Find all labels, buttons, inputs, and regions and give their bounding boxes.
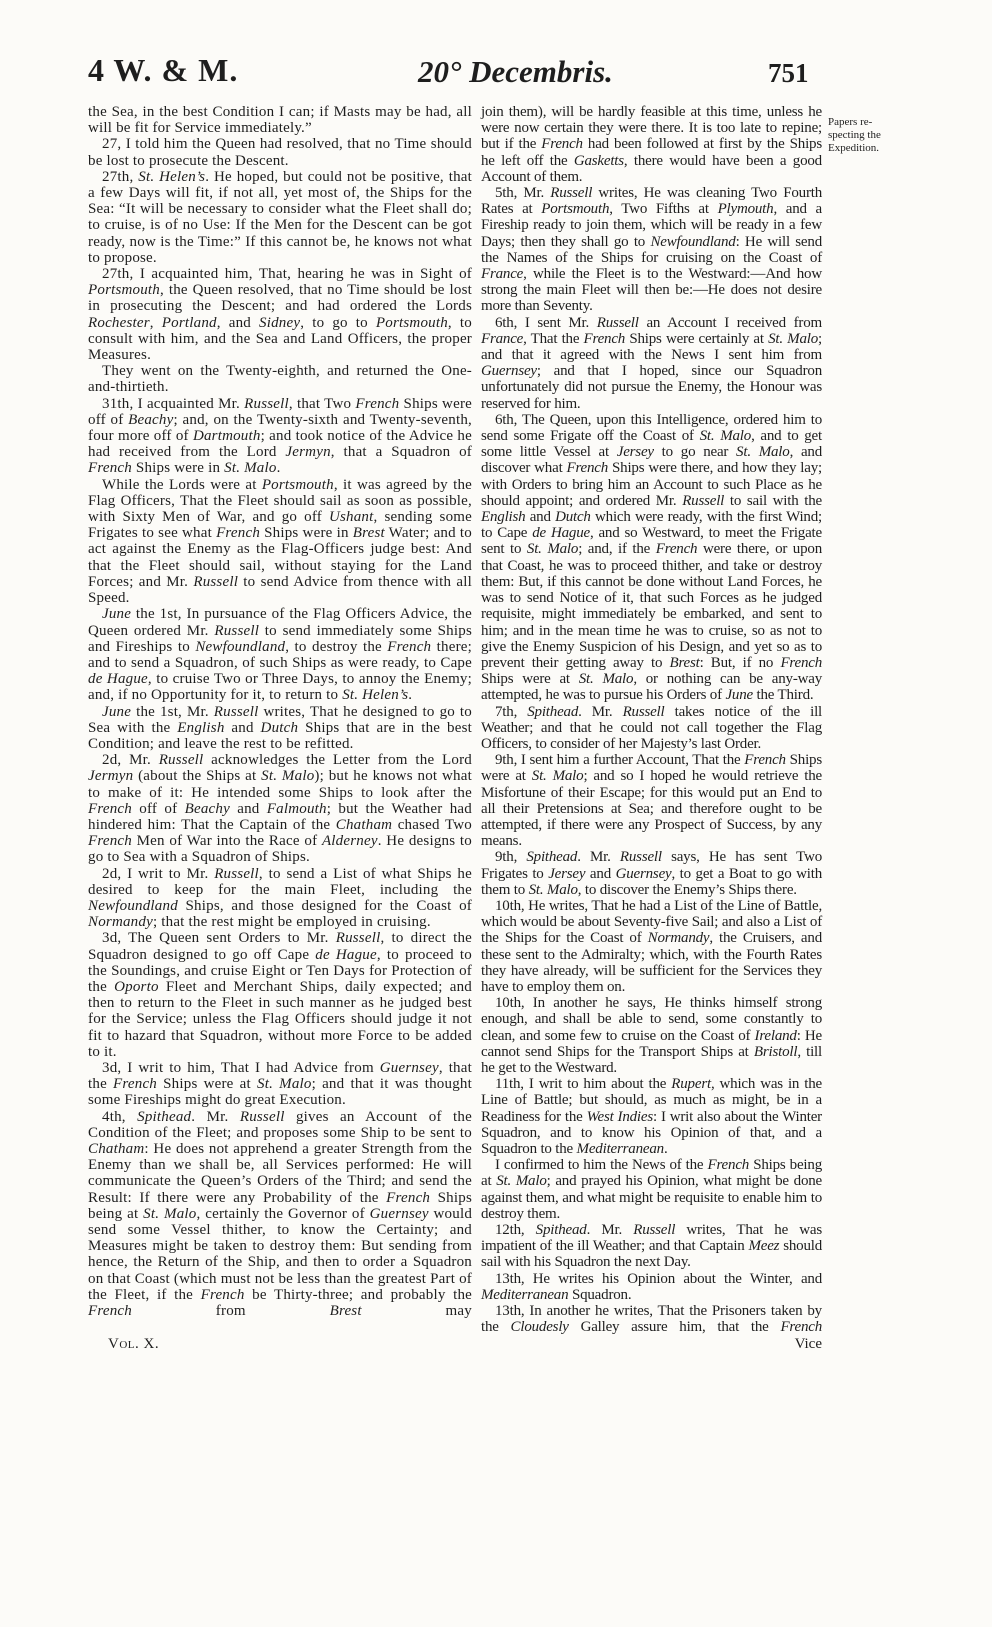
text-run: 2d, I writ to Mr. — [102, 865, 215, 882]
italic-text: Portsmouth — [261, 476, 334, 493]
text-run: , and a Fireship ready to join them, which will be ready in a few Days; then they shall go to — [481, 201, 822, 250]
italic-text: Brest — [329, 1303, 362, 1320]
italic-text: French — [88, 1303, 132, 1320]
text-run: , That the — [523, 330, 584, 347]
text-run: Ships, and those designed for the Coast of — [177, 897, 472, 914]
italic-text: Rochester — [88, 314, 150, 331]
italic-text: Russell — [596, 314, 639, 331]
text-run: 27th, — [102, 168, 139, 185]
text-run: 9th, I sent him a further Account, That the — [495, 752, 745, 769]
text-run: (about the Ships at — [133, 768, 262, 785]
text-run: , to proceed to the Soundings, and cruise Eight or Ten Days for Protection of the — [88, 946, 472, 995]
text-run: , to get a Boat to go with them to — [481, 865, 823, 898]
italic-text: Russell — [619, 849, 662, 866]
text-run: 10th, In another he says, He thinks himself strong enough, and shall be able to send, some constantly to clean, and some few to cruise on the Coast of — [481, 995, 822, 1044]
italic-text: Spithead — [535, 1222, 587, 1239]
italic-text: Mediterranean — [576, 1141, 664, 1157]
text-run: ; and took notice of the Advice he had received from the Lord — [88, 428, 472, 461]
text-run: 27, I told him the Queen had resolved, that no Time should be lost to prosecute the Descent. — [88, 136, 472, 169]
italic-text: Beachy — [128, 411, 174, 428]
text-run: Ships being at — [481, 1157, 822, 1190]
italic-text: Dartmouth — [192, 428, 261, 445]
text-run: 4th, — [102, 1108, 138, 1125]
text-run: Ships were off of — [88, 395, 472, 428]
italic-text: Brest — [669, 654, 700, 671]
italic-text: Falmouth — [266, 800, 327, 817]
paragraph — [481, 1271, 822, 1303]
text-run: join them), will be hardly feasible at this time, unless he were now certain they were there. It is too late to repine; but if the — [481, 104, 822, 153]
paragraph — [88, 136, 472, 168]
italic-text: Spithead — [137, 1108, 192, 1125]
paragraph — [481, 1076, 822, 1157]
italic-text: St. Malo — [261, 768, 315, 785]
text-run: 11th, I writ to him about the — [495, 1076, 672, 1093]
text-run: ; and that I hoped, since our Squadron unfortunately did not pursue the Enemy, the Honour was reserved for him. — [481, 363, 822, 412]
italic-text: French — [387, 638, 432, 655]
text-run: 12th, — [495, 1222, 536, 1239]
italic-text: St. Malo — [699, 428, 752, 445]
paragraph — [481, 1222, 822, 1271]
text-run: 9th, — [495, 849, 527, 866]
italic-text: Ireland — [754, 1027, 797, 1044]
text-run: While the Lords were at — [102, 476, 262, 493]
marginal-note — [828, 116, 920, 155]
paragraph — [88, 752, 472, 865]
italic-text: Russell — [244, 395, 289, 412]
italic-text: French — [355, 395, 400, 412]
italic-text: Newfoundland — [88, 897, 178, 914]
text-run: , to consult with him, and the Sea and Land Officers, the proper Measures. — [88, 314, 472, 364]
italic-text: St. Malo — [531, 768, 584, 785]
text-run: . Mr. — [577, 849, 620, 866]
text-run: . Mr. — [191, 1108, 240, 1125]
italic-text: Russell — [213, 703, 259, 720]
text-run: . Mr. — [578, 703, 623, 720]
paragraph — [481, 995, 822, 1076]
italic-text: French — [200, 1286, 245, 1303]
text-run: , it was agreed by the Flag Officers, That the Fleet should sail as soon as possible, with Sixty Men of War, and go off — [88, 476, 472, 526]
right-column — [481, 104, 822, 1335]
paragraph — [481, 1303, 822, 1335]
text-run: , and to get some little Vessel at — [481, 428, 822, 461]
italic-text: Brest — [352, 525, 385, 542]
paragraph — [88, 866, 472, 931]
text-run: ); but he knows not what to make of it: He intended some Ships to look after the — [88, 768, 472, 801]
text-run: 3d, I writ to him, That I had Advice from — [102, 1059, 380, 1076]
text-run: Ships were at — [481, 752, 822, 785]
italic-text: Russell — [214, 865, 259, 882]
paragraph — [88, 104, 472, 136]
text-run: to send Advice from thence with all Speed. — [88, 573, 472, 607]
paragraph — [88, 704, 472, 753]
italic-text: St. Malo — [736, 444, 790, 461]
paragraph — [88, 1060, 472, 1109]
italic-text: Newfoundland — [195, 638, 286, 655]
text-run: the Third. — [752, 687, 814, 704]
italic-text: Guernsey — [379, 1059, 439, 1076]
text-run: ; and, on the Twenty-sixth and Twenty-seventh, four more off of — [88, 411, 472, 445]
running-head-date: 20° Decembris. — [418, 54, 613, 89]
italic-text: Russell — [214, 622, 260, 639]
volume-signature: Vol. X. — [108, 1336, 160, 1353]
text-run: 27th, I acquainted him, That, hearing he was in Sight of — [102, 266, 472, 283]
text-run: , the Cruisers, and these sent to the Admiralty; which, with the Fourth Rates they have already, will be sufficient for the Services they have to employ them on. — [481, 930, 822, 995]
italic-text: Portsmouth — [88, 282, 161, 299]
marginal-note-line: Expedition. — [828, 142, 880, 154]
italic-text: French — [541, 136, 583, 153]
italic-text: Jersey — [616, 444, 654, 461]
text-run: Men of War into the Race of — [131, 833, 322, 850]
italic-text: St. Malo — [578, 671, 634, 688]
text-run: , and discover what — [481, 444, 822, 477]
text-run: : But, if no — [699, 654, 781, 671]
text-run: acknowledges the Letter from the Lord — [203, 752, 472, 769]
text-run: : He cannot send Ships for the Transport Ships at — [481, 1027, 822, 1060]
italic-text: French — [583, 330, 626, 347]
text-run: , sending some Frigates to see what — [88, 509, 472, 542]
text-run: . He hoped, but could not be positive, that a few Days will fit, if not all, yet most of, the Ships for the Sea: “It will be necessary to consider what the Fleet shall do; to cruise, is of no Use: If the Men for the Descent can be got ready, now is the Time:” If this cannot be, he knows not what to propose. — [88, 168, 472, 266]
text-run: says, He has sent Two Frigates to — [481, 849, 822, 882]
italic-text: French — [386, 1189, 431, 1206]
italic-text: Chatham — [335, 816, 393, 833]
text-run: the 1st, Mr. — [131, 703, 214, 720]
paragraph — [481, 898, 822, 995]
text-run: may — [361, 1303, 472, 1320]
text-run: : He does not apprehend a greater Strength from the Enemy than we shall be, all Services performed: He will communicate the Queen’s Orders of the Third; and send the Result: If there were any Probability of the — [88, 1141, 472, 1206]
italic-text: Russell — [622, 703, 665, 720]
italic-text: Gasketts — [573, 152, 624, 169]
text-run: , and so Westward, to meet the Frigate sent to — [481, 525, 822, 558]
text-run: ; and that it agreed with the News I sent him from — [481, 330, 822, 364]
italic-text: St. Malo — [526, 541, 579, 558]
text-run: writes, He was cleaning Two Fourth Rates at — [481, 185, 823, 218]
italic-text: June — [102, 606, 132, 623]
catchword: Vice — [794, 1336, 822, 1353]
text-run: the 1st, In pursuance of the Flag Officers Advice, the Queen ordered Mr. — [88, 606, 472, 639]
text-run: Ships were certainly at — [625, 330, 769, 347]
text-run: 10th, He writes, That he had a List of the Line of Battle, which would be about Seventy-five Sail; and also a List of the Ships for the Coast of — [481, 897, 822, 947]
italic-text: June — [725, 687, 753, 704]
text-run: gives an Account of the Condition of the Fleet; and proposes some Ship to be sent to — [88, 1108, 472, 1141]
text-run: and — [229, 800, 267, 817]
text-run: , to discover the Enemy’s Ships there. — [577, 881, 797, 898]
paragraph — [481, 315, 822, 412]
text-run: Water; and to act against the Enemy as the Flag-Officers judge best: And that the Fleet should sail, without staying for the Land Forces; and Mr. — [88, 525, 472, 590]
text-run: 13th, He writes his Opinion about the Winter, and — [495, 1270, 822, 1287]
paragraph — [88, 477, 472, 607]
text-run: ; and, if the — [578, 541, 656, 558]
marginal-note-line: Papers re- — [828, 116, 873, 128]
left-column — [88, 104, 472, 1319]
text-run: Ships were in — [131, 460, 225, 477]
paragraph — [481, 185, 822, 315]
text-run: be Thirty-three; and probably the — [244, 1286, 473, 1303]
italic-text: St. Malo — [768, 330, 819, 347]
text-run: , to direct the Squadron designed to go off Cape — [88, 930, 473, 963]
text-run: takes notice of the ill Weather; and that he could not call together the Flag Officers, to consider of her Majesty’s last Order. — [481, 703, 823, 752]
text-run: Ships were there, and how they lay; with Orders to bring him an Account to such Place as he should appoint; and ordered Mr. — [481, 460, 822, 509]
italic-text: French — [88, 833, 132, 850]
italic-text: Jermyn — [88, 768, 134, 785]
text-run: . Mr. — [586, 1222, 634, 1239]
text-run: , while the Fleet is to the Westward:—And how strong the main Fleet will then be:—He does not desire more than Seventy. — [481, 266, 822, 315]
text-run: , certainly the Governor of — [196, 1205, 370, 1222]
text-run: Ships were in — [260, 525, 353, 542]
text-run: , to go to — [300, 314, 376, 331]
text-run: 7th, — [495, 703, 528, 720]
italic-text: France — [481, 266, 524, 283]
italic-text: Alderney — [321, 833, 378, 850]
paragraph — [88, 1109, 472, 1320]
text-run: 2d, Mr. — [102, 752, 159, 769]
italic-text: Russell — [193, 573, 239, 590]
text-run: were there, or upon that Coast, he was to proceed thither, and take or destroy them: But, if this cannot be done without Land Forces, he was to send Notice of it, that such Forces as he judged requisite, might immediately be embarked, and sent to him; and in the mean time he was to cruise, so as not to give the Enemy Suspicion of his Design, and yet so as to prevent their getting away to — [481, 541, 823, 671]
italic-text: Normandy — [88, 914, 153, 931]
italic-text: Portland — [161, 314, 217, 331]
text-run: ; that the rest might be employed in cruising. — [152, 914, 431, 931]
italic-text: Dutch — [555, 509, 591, 526]
italic-text: French — [780, 1319, 822, 1336]
text-run: 31th, I acquainted Mr. — [102, 395, 245, 412]
text-run: , which was in the Line of Battle; but should, as much as might, be in a Readiness for the — [481, 1076, 822, 1125]
text-run: would send some Vessel thither, to know the Certainty; and Measures might be taken to destroy them: But sending from hence, the Return of the Ship, and then to order a Squadron on that Coast (which must not be less than the greatest Part of the Fleet, if the — [88, 1205, 473, 1303]
italic-text: French — [216, 525, 261, 542]
italic-text: Normandy — [647, 930, 710, 947]
italic-text: French — [655, 541, 698, 558]
text-run: , the Queen resolved, that no Time should be lost in prosecuting the Descent; and had ordered the Lords — [88, 282, 472, 315]
italic-text: St. Helen’s — [138, 168, 206, 185]
text-run: : He will send the Names of the Ships for cruising on the Coast of — [481, 233, 822, 266]
italic-text: Cloudesly — [510, 1319, 569, 1336]
text-run: 13th, In another he writes, That the Prisoners taken by the — [481, 1303, 822, 1336]
italic-text: West Indies — [586, 1108, 653, 1125]
italic-text: de Hague — [315, 946, 377, 963]
italic-text: Mediterranean — [481, 1286, 569, 1303]
italic-text: St. Helen’s — [342, 687, 409, 704]
paragraph — [481, 752, 822, 849]
paragraph — [88, 396, 472, 477]
italic-text: French — [88, 800, 132, 817]
text-run: writes, That he designed to go to Sea with the — [88, 703, 472, 736]
italic-text: French — [566, 460, 609, 477]
text-run: and — [224, 719, 261, 736]
italic-text: French — [113, 1076, 158, 1093]
italic-text: de Hague — [532, 525, 590, 542]
text-run: from — [131, 1303, 330, 1320]
italic-text: Rupert — [671, 1076, 711, 1093]
italic-text: Bristoll — [753, 1043, 798, 1060]
text-run: 5th, Mr. — [495, 185, 551, 202]
text-run: , that a Squadron of — [330, 444, 472, 461]
text-run: to go near — [653, 444, 737, 461]
italic-text: Russell — [239, 1108, 285, 1125]
text-run: , or nothing can be any-way attempted, he was to pursue his Orders of — [481, 671, 822, 704]
italic-text: French — [780, 654, 822, 671]
text-run: Fleet and Merchant Ships, daily expected; and then to return to the Fleet in such manner as he judged best for the Service; unless the Flag Officers should judge it not fit to hazard that Squadron, without more Force to be added to it. — [88, 978, 472, 1060]
italic-text: Spithead — [526, 849, 578, 866]
italic-text: English — [481, 509, 526, 526]
italic-text: Guernsey — [481, 363, 537, 380]
italic-text: Russell — [633, 1222, 676, 1239]
italic-text: June — [102, 703, 132, 720]
text-run: , to send a List of what Ships he desired to keep for the main Fleet, including the — [88, 865, 472, 898]
text-run: , Two Fifths at — [609, 201, 718, 218]
text-run: ; and prayed his Opinion, what might be done against them, and what might be requisite to enable him to destroy them. — [481, 1173, 822, 1222]
text-run: , to cruise Two or Three Days, to annoy the Enemy; and, if no Opportunity for it, to return to — [88, 671, 473, 704]
text-run: , till he get to the Westward. — [481, 1043, 822, 1076]
italic-text: Sidney — [259, 314, 301, 331]
text-run: , that Two — [288, 395, 356, 412]
italic-text: Oporto — [114, 978, 159, 995]
italic-text: French — [707, 1157, 750, 1174]
italic-text: St. Malo — [496, 1173, 547, 1190]
italic-text: St. Malo — [528, 881, 578, 898]
italic-text: Guernsey — [615, 865, 672, 882]
italic-text: Jersey — [548, 865, 586, 882]
text-run: an Account I received from — [638, 314, 822, 331]
italic-text: Portsmouth — [375, 314, 448, 331]
text-run: , that the — [88, 1059, 472, 1093]
columns — [88, 104, 822, 1335]
paragraph — [88, 169, 472, 266]
italic-text: Ushant — [328, 509, 374, 526]
italic-text: St. Malo — [257, 1076, 312, 1093]
text-run: to send immediately some Ships and Fireships to — [88, 622, 472, 655]
marginal-note-line: specting the — [828, 129, 881, 141]
running-head-regnal-year: 4 W. & M. — [88, 52, 239, 88]
italic-text: Chatham — [88, 1141, 145, 1157]
text-run: , there would have been a good Account of them. — [481, 152, 822, 185]
text-block — [88, 104, 822, 1353]
italic-text: Guernsey — [369, 1205, 429, 1222]
page-footer — [88, 1336, 822, 1352]
text-run: should sail with his Squadron the next Day. — [481, 1238, 823, 1271]
italic-text: Dutch — [260, 719, 299, 736]
italic-text: Newfoundland — [650, 233, 736, 250]
italic-text: English — [177, 719, 225, 736]
text-run: and — [525, 509, 556, 526]
text-run: Squadron. — [568, 1286, 632, 1303]
text-run: Ships were at — [157, 1076, 257, 1093]
paragraph — [88, 266, 472, 363]
text-run: the Sea, in the best Condition I can; if Masts may be had, all will be fit for Service immediately.” — [88, 104, 472, 137]
paragraph — [88, 930, 472, 1060]
text-run: Galley assure him, that the — [568, 1319, 781, 1336]
page-number: 751 — [768, 58, 809, 88]
italic-text: Russell — [335, 930, 381, 947]
text-run: Ships that are in the best Condition; and leave the rest to be refitted. — [88, 719, 472, 752]
italic-text: Spithead — [527, 703, 579, 720]
text-run: , — [149, 314, 162, 331]
paragraph — [481, 412, 822, 704]
italic-text: Russell — [158, 752, 204, 769]
text-run: Ships being at — [88, 1189, 472, 1222]
text-run: ; and so I hoped he would retrieve the Misfortune of their Escape; for this would put an End to all their Pretensions at Sea; and therefore ought to be attempted, if there were any Prospect of Success, by any means. — [481, 768, 823, 850]
italic-text: Portsmouth — [541, 201, 610, 218]
text-run: 6th, The Queen, upon this Intelligence, ordered him to send some Frigate off the Coast of — [481, 411, 822, 445]
text-run: had been followed at first by the Ships he left off the — [481, 136, 822, 169]
paragraph — [481, 704, 822, 753]
text-run: . — [408, 687, 413, 704]
italic-text: St. Malo — [143, 1205, 197, 1222]
text-run: , to destroy the — [285, 638, 388, 655]
italic-text: Russell — [682, 492, 725, 509]
text-run: I confirmed to him the News of the — [495, 1157, 708, 1174]
italic-text: French — [744, 752, 786, 769]
text-run: ; and that it was thought some Fireships might do great Execution. — [88, 1076, 472, 1109]
italic-text: Jermyn — [285, 444, 331, 461]
italic-text: Beachy — [184, 800, 230, 817]
italic-text: de Hague — [88, 671, 148, 688]
text-run: writes, That he was impatient of the ill Weather; and that Captain — [481, 1222, 822, 1255]
text-run: chased Two — [392, 816, 472, 833]
text-run: : I writ also about the Winter Squadron, and to know his Opinion of that, and a Squadron to the — [481, 1108, 822, 1157]
italic-text: St. Malo — [224, 460, 277, 477]
italic-text: French — [88, 460, 132, 477]
text-run: Ships were at — [481, 671, 579, 688]
italic-text: France — [481, 330, 524, 347]
paragraph — [481, 104, 822, 185]
italic-text: Meez — [748, 1238, 780, 1255]
text-run: to sail with the — [724, 492, 823, 509]
italic-text: Plymouth — [717, 201, 774, 218]
text-run: 6th, I sent Mr. — [495, 314, 597, 331]
text-run: ; but the Weather had hindered him: That the Captain of the — [88, 800, 472, 833]
text-run: . — [276, 460, 281, 477]
italic-text: Russell — [550, 185, 593, 202]
text-run: which were ready, with the first Wind; to Cape — [481, 509, 822, 542]
paragraph — [88, 606, 472, 703]
text-run: and — [585, 865, 616, 882]
paragraph — [88, 363, 472, 395]
text-run: . He designs to go to Sea with a Squadron of Ships. — [88, 833, 472, 866]
text-run: , and — [216, 314, 260, 331]
paragraph — [481, 1157, 822, 1222]
paragraph — [481, 849, 822, 898]
text-run: there; and to send a Squadron, of such Ships as were ready, to Cape — [88, 638, 473, 671]
text-run: . — [663, 1141, 668, 1157]
text-run: They went on the Twenty-eighth, and returned the One-and-thirtieth. — [88, 363, 472, 396]
text-run: off of — [131, 800, 185, 817]
text-run: 3d, The Queen sent Orders to Mr. — [102, 930, 336, 947]
